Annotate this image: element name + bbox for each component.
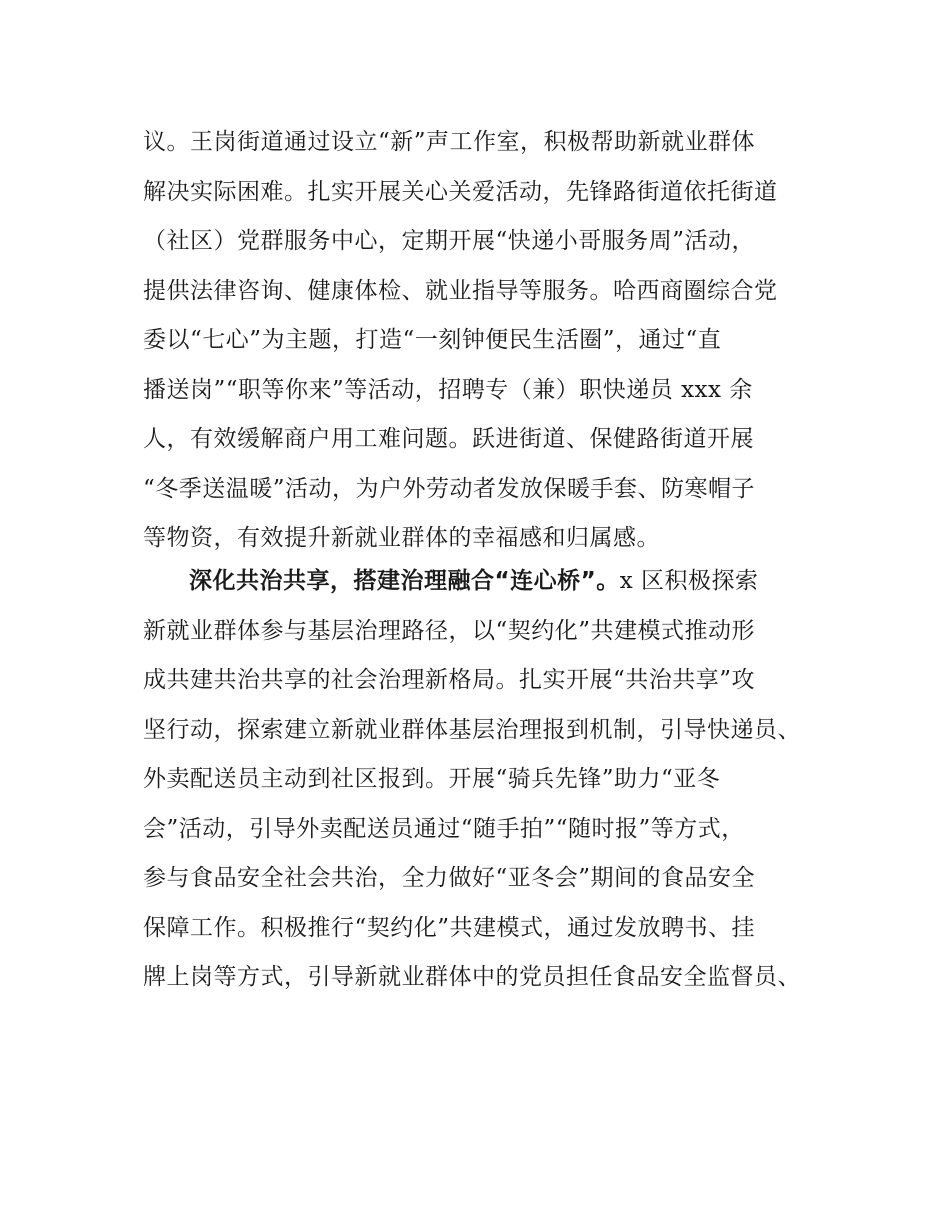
- paragraph-line: 成共建共治共享的社会治理新格局。扎实开展“共治共享”攻: [143, 667, 756, 693]
- paragraph-line: 解决实际困难。扎实开展关心关爱活动，先锋路街道依托街道: [143, 178, 778, 205]
- paragraph-line: 坚行动，探索建立新就业群体基层治理报到机制，引导快递员、: [143, 716, 801, 743]
- paragraph-line-rest: x 区积极探索: [619, 568, 759, 594]
- paragraph-line: “冬季送温暖”活动，为户外劳动者发放保暖手套、防寒帽子: [143, 475, 756, 502]
- paragraph-line: 播送岗”“职等你来”等活动，招聘专（兼）职快递员 xxx 余: [143, 376, 753, 403]
- paragraph-1: [143, 118, 823, 564]
- paragraph-line: 牌上岗等方式，引导新就业群体中的党员担任食品安全监督员、: [143, 964, 801, 990]
- paragraph-line: 外卖配送员主动到社区报到。开展“骑兵先锋”助力“亚冬: [143, 766, 721, 792]
- paragraph-line: 人，有效缓解商户用工难问题。跃进街道、保健路街道开展: [143, 426, 754, 452]
- paragraph-line: 等物资，有效提升新就业群体的幸福感和归属感。: [143, 525, 660, 551]
- paragraph-line: 参与食品安全社会共治，全力做好“亚冬会”期间的食品安全: [143, 865, 756, 891]
- paragraph-2: [143, 557, 823, 1003]
- paragraph-line: 委以“七心”为主题，打造“一刻钟便民生活圈”，通过“直: [143, 327, 722, 353]
- paragraph-line: 新就业群体参与基层治理路径，以“契约化”共建模式推动形: [143, 617, 756, 644]
- paragraph-line: 保障工作。积极推行“契约化”共建模式，通过发放聘书、挂: [143, 914, 756, 941]
- paragraph-line: 会”活动，引导外卖配送员通过“随手拍”“随时报”等方式，: [143, 815, 745, 842]
- paragraph-line: 议。王岗街道通过设立“新”声工作室，积极帮助新就业群体: [143, 129, 756, 155]
- paragraph-first-line: [143, 557, 823, 607]
- section-heading: 深化共治共享，搭建治理融合“连心桥”。: [189, 568, 620, 594]
- paragraph-line: 提供法律咨询、健康体检、就业指导等服务。哈西商圈综合党: [143, 277, 778, 304]
- paragraph-line: （社区）党群服务中心，定期开展“快递小哥服务周”活动，: [143, 228, 756, 254]
